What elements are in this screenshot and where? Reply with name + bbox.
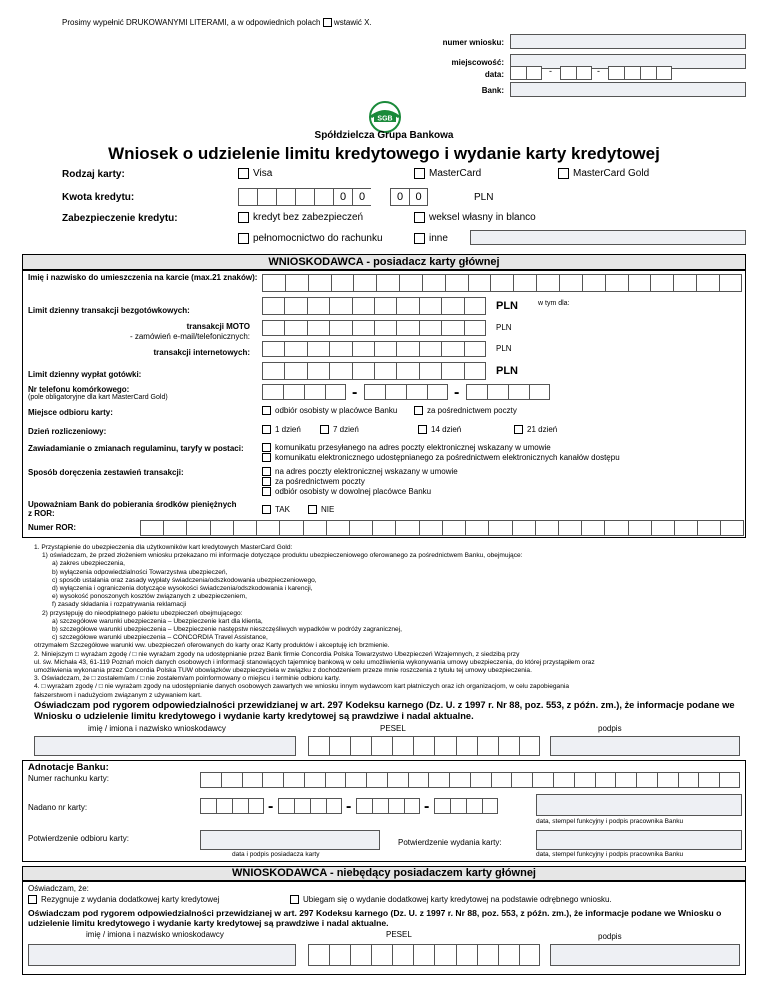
- ror-no[interactable]: NIE: [308, 505, 334, 514]
- statement-post[interactable]: za pośrednictwem poczty: [262, 477, 365, 486]
- inne-field[interactable]: [470, 230, 746, 245]
- note-line: 4. □ wyrażam zgodę / □ nie wyrażam zgody na udostępnianie danych osobowych zawartych we wniosku innym wydawcom kart płatniczych oraz ich organizacjom, w celu zapobiegania: [34, 683, 569, 691]
- note-line: 2) przystępuję do nieodpłatnego pakietu ubezpieczeń obejmującego:: [42, 609, 243, 617]
- note-line: fałszerstwom i nadużyciom związanym z używaniem kart.: [34, 691, 202, 699]
- miejscowosc-label: miejscowość:: [451, 58, 504, 67]
- option-mastercard[interactable]: MasterCard: [414, 168, 481, 179]
- bank-label: Bank:: [481, 86, 504, 95]
- note-line: 3. Oświadczam, że □ zostałem/am / □ nie zostałem/am poinformowany o miejscu i terminie odbioru karty.: [34, 675, 341, 683]
- cardno-1[interactable]: [200, 798, 264, 814]
- section-header-applicant: WNIOSKODAWCA - posiadacz karty głównej: [22, 254, 746, 270]
- declaration: Oświadczam pod rygorem odpowiedzialności przewidzianej w art. 297 Kodeksu karnego (Dz. U. z 1997 r. Nr 88, poz. 553, z późn. zm.), że informacje podane we Wniosku o udzielenie limitu kredytowego i wydanie karty kredytowej są prawdziwe i nadal aktualne.: [34, 700, 735, 721]
- phone-part-1[interactable]: [262, 384, 346, 400]
- applicant-name-field[interactable]: [34, 736, 296, 756]
- non-holder-signature-field[interactable]: [550, 944, 740, 966]
- note-line: f) zasady składania i rozpatrywania reklamacji: [52, 601, 187, 609]
- svg-text:SGB: SGB: [377, 115, 393, 123]
- cardno-3[interactable]: [356, 798, 420, 814]
- statement-email[interactable]: na adres poczty elektronicznej wskazany w umowie: [262, 467, 458, 476]
- checkbox[interactable]: [414, 168, 425, 179]
- cycle-14[interactable]: 14 dzień: [418, 425, 461, 434]
- apply-option[interactable]: Ubiegam się o wydanie dodatkowej karty kredytowej na podstawie odrębnego wniosku.: [290, 895, 612, 904]
- phone-part-3[interactable]: [466, 384, 550, 400]
- receipt-field[interactable]: [200, 830, 380, 850]
- note-line: d) wyłączenia i ograniczenia dotyczące wysokości świadczenia/odszkodowania i karencji,: [52, 585, 313, 593]
- note-line: a) zakres ubezpieczenia,: [52, 560, 125, 568]
- signature-field[interactable]: [550, 736, 740, 756]
- option-visa[interactable]: Visa: [238, 168, 272, 179]
- note-line: ul. św. Michała 43, 61-119 Poznań moich danych osobowych i informacji stanowiących tajemnicę bankową w celu umożliwienia wykonywania umowy ubezpieczenia, do której przystąpiłem oraz: [34, 658, 595, 666]
- option-pelnomocnictwo[interactable]: pełnomocnictwo do rachunku: [238, 233, 383, 244]
- note-line: umożliwienia wykonania przez Concordia Polska TUW obowiązków ubezpieczyciela w związku z dochodzeniem przeze mnie roszczenia z tytułu tej umowy ubezpieczenia.: [34, 667, 532, 675]
- note-line: c) szczegółowe warunki ubezpieczenia – CONCORDIA Travel Assistance,: [52, 634, 268, 642]
- issue-field[interactable]: [536, 830, 742, 850]
- note-line: 2. Niniejszym □ wyrażam zgodę / □ nie wyrażam zgody na udostępnianie przez Bank firmie Concordia Polska Towarzystwo Ubezpieczeń Wzajemnych, z siedzibą przy: [34, 650, 520, 658]
- note-line: otrzymałem Szczegółowe warunki ww. ubezpieczeń oferowanych do karty oraz Karty produktów i akceptuję ich brzmienie.: [34, 642, 390, 650]
- notify-email[interactable]: komunikatu przesyłanego na adres poczty elektronicznej wskazany w umowie: [262, 443, 551, 452]
- date-month[interactable]: [560, 66, 592, 80]
- section-header-non-holder: WNIOSKODAWCA - niebędący posiadaczem karty głównej: [22, 866, 746, 881]
- cardno-2[interactable]: [278, 798, 342, 814]
- brand-name: Spółdzielcza Grupa Bankowa: [314, 130, 454, 141]
- atm-limit-field[interactable]: [262, 362, 486, 380]
- instruction: Prosimy wypełnić DRUKOWANYMI LITERAMI, a w odpowiednich polach wstawić X.: [62, 18, 372, 27]
- cycle-21[interactable]: 21 dzień: [514, 425, 557, 434]
- cycle-1[interactable]: 1 dzień: [262, 425, 301, 434]
- cycle-7[interactable]: 7 dzień: [320, 425, 359, 434]
- note-line: 1. Przystąpienie do ubezpieczenia dla użytkowników kart kredytowych MasterCard Gold:: [34, 544, 293, 551]
- notify-electronic[interactable]: komunikatu elektronicznego udostępnianego za pośrednictwem elektronicznych kanałów dostępu: [262, 453, 620, 462]
- insurance-notes: [34, 544, 738, 700]
- statement-branch[interactable]: odbiór osobisty w dowolnej placówce Banku: [262, 487, 431, 496]
- non-holder-pesel-field[interactable]: [308, 944, 540, 966]
- security-label: Zabezpieczenie kredytu:: [62, 213, 178, 224]
- checkbox[interactable]: [238, 168, 249, 179]
- name-label: Imię i nazwisko do umieszczenia na karcie (max.21 znaków):: [28, 273, 258, 282]
- stamp-field-1[interactable]: [536, 794, 742, 816]
- option-no-security[interactable]: kredyt bez zabezpieczeń: [238, 212, 363, 223]
- internet-limit-field[interactable]: [262, 341, 486, 357]
- option-mastercard-gold[interactable]: MasterCard Gold: [558, 168, 649, 179]
- pesel-field[interactable]: [308, 736, 540, 756]
- option-weksel[interactable]: weksel własny in blanco: [414, 212, 536, 223]
- non-holder-name-field[interactable]: [28, 944, 296, 966]
- pickup-post[interactable]: za pośrednictwem poczty: [414, 406, 517, 415]
- card-type-label: Rodzaj karty:: [62, 169, 125, 180]
- resign-option[interactable]: Rezygnuje z wydania dodatkowej karty kredytowej: [28, 895, 219, 904]
- cardno-4[interactable]: [434, 798, 498, 814]
- credit-amount-field[interactable]: 0 0 0 0: [238, 188, 470, 206]
- data-label: data:: [484, 70, 504, 79]
- numer-wniosku-field[interactable]: [510, 34, 746, 49]
- note-line: a) szczegółowe warunki ubezpieczenia – Ubezpieczenie kart dla klienta,: [52, 617, 263, 625]
- ror-number-field[interactable]: [140, 520, 744, 536]
- checkbox[interactable]: [558, 168, 569, 179]
- note-line: e) wysokość ponoszonych kosztów związanych z ubezpieczeniem,: [52, 593, 247, 601]
- sgb-logo: [368, 100, 402, 134]
- account-number-field[interactable]: [200, 772, 740, 788]
- note-line: b) szczegółowe warunki ubezpieczenia – Ubezpieczenie następstw nieszczęśliwych wypadków w podróży zagranicznej,: [52, 626, 403, 634]
- note-line: c) sposób ustalania oraz zasady wypłaty świadczenia/odszkodowania ubezpieczeniowego,: [52, 576, 317, 584]
- limit-field[interactable]: [262, 297, 486, 315]
- page-title: Wniosek o udzielenie limitu kredytowego i wydanie karty kredytowej: [108, 144, 660, 163]
- phone-part-2[interactable]: [364, 384, 448, 400]
- example-checkbox: [323, 18, 332, 27]
- date-day[interactable]: [510, 66, 542, 80]
- credit-label: Kwota kredytu:: [62, 192, 135, 203]
- bank-field[interactable]: [510, 82, 746, 97]
- note-line: 1) oświadczam, że przed złożeniem wniosku przekazano mi informacje dotyczące produktu ubezpieczeniowego oferowanego za pośrednictwem Banku, obejmujące:: [42, 552, 523, 560]
- numer-wniosku-label: numer wniosku:: [442, 38, 504, 47]
- option-inne[interactable]: inne: [414, 233, 448, 244]
- note-line: b) wyłączenia odpowiedzialności Towarzystwa ubezpieczeń,: [52, 568, 228, 576]
- pickup-branch[interactable]: odbiór osobisty w placówce Banku: [262, 406, 397, 415]
- date-year[interactable]: [608, 66, 672, 80]
- ror-yes[interactable]: TAK: [262, 505, 290, 514]
- moto-limit-field[interactable]: [262, 320, 486, 336]
- name-on-card-field[interactable]: [262, 274, 742, 292]
